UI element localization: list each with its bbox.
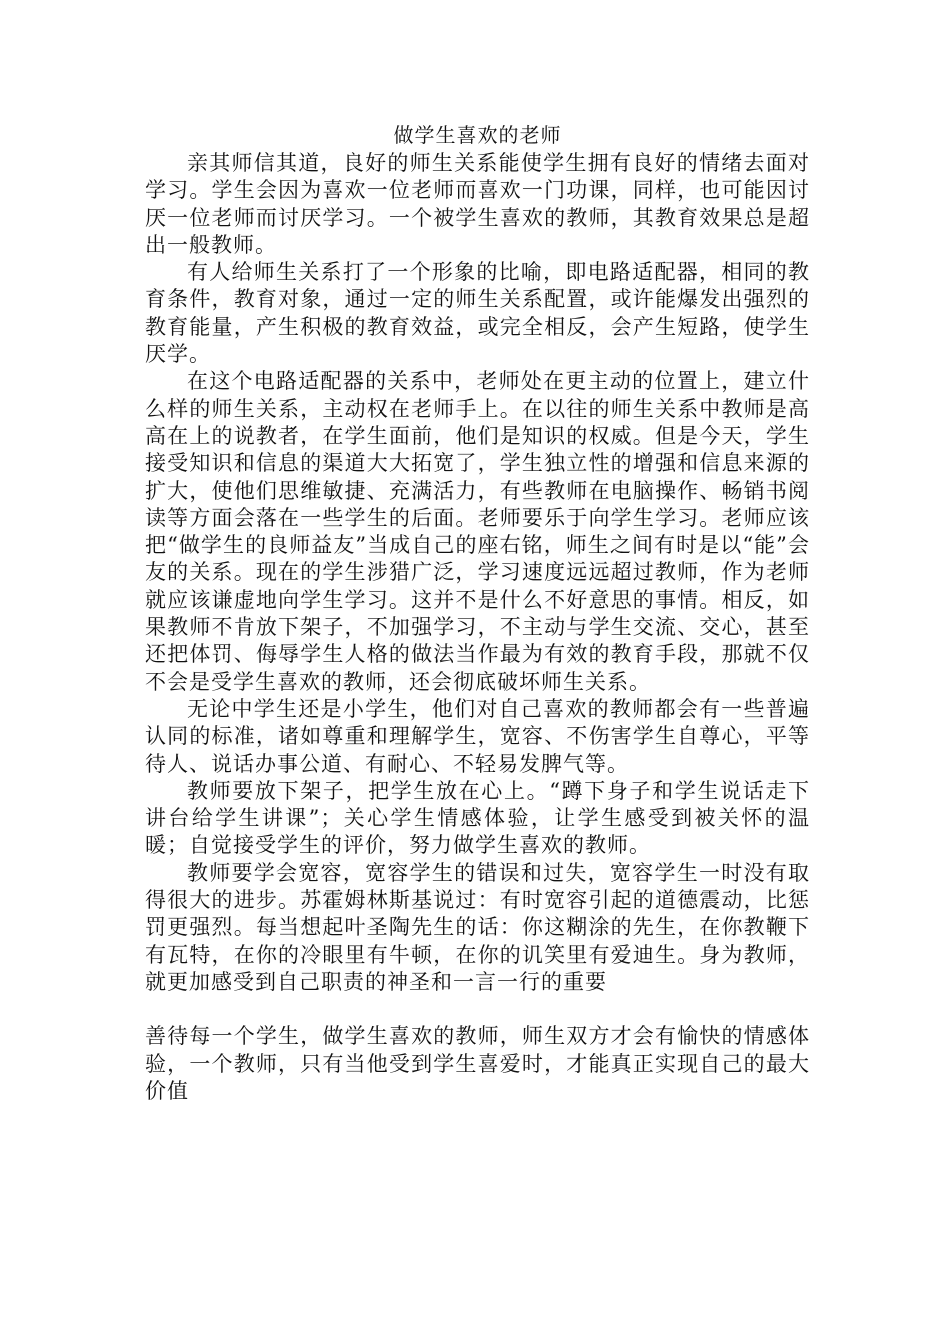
document-page	[145, 120, 810, 1105]
paragraph-6: 教师要学会宽容，宽容学生的错误和过失，宽容学生一时没有取得很大的进步。苏霍姆林斯基说过：有时宽容引起的道德震动，比惩罚更强烈。每当想起叶圣陶先生的话：你这糊涂的先生，在你教鞭下有瓦特，在你的冷眼里有牛顿，在你的讥笑里有爱迪生。身为教师，就更加感受到自己职责的神圣和一言一行的重要	[145, 860, 810, 994]
closing-paragraph: 善待每一个学生，做学生喜欢的教师，师生双方才会有愉快的情感体验，一个教师，只有当他受到学生喜爱时，才能真正实现自己的最大价值	[145, 1024, 810, 1103]
document-title: 做学生喜欢的老师	[393, 123, 562, 147]
paragraph-3: 在这个电路适配器的关系中，老师处在更主动的位置上，建立什么样的师生关系，主动权在老师手上。在以往的师生关系中教师是高高在上的说教者，在学生面前，他们是知识的权威。但是今天，学生接受知识和信息的渠道大大拓宽了，学生独立性的增强和信息来源的扩大，使他们思维敏捷、充满活力，有些教师在电脑操作、畅销书阅读等方面会落在一些学生的后面。老师要乐于向学生学习。老师应该把“做学生的良师益友”当成自己的座右铭，师生之间有时是以“能”会友的关系。现在的学生涉猎广泛，学习速度远远超过教师，作为老师就应该谦虚地向学生学习。这并不是什么不好意思的事情。相反，如果教师不肯放下架子，不加强学习，不主动与学生交流、交心，甚至还把体罚、侮辱学生人格的做法当作最为有效的教育手段，那就不仅不会是受学生喜欢的教师，还会彻底破坏师生关系。	[145, 369, 810, 694]
paragraph-1: 亲其师信其道，良好的师生关系能使学生拥有良好的情绪去面对学习。学生会因为喜欢一位老师而喜欢一门功课，同样，也可能因讨厌一位老师而讨厌学习。一个被学生喜欢的教师，其教育效果总是超出一般教师。	[145, 151, 810, 257]
paragraph-5: 教师要放下架子，把学生放在心上。“蹲下身子和学生说话走下讲台给学生讲课”；关心学生情感体验，让学生感受到被关怀的温暖；自觉接受学生的评价，努力做学生喜欢的教师。	[145, 778, 810, 858]
paragraph-gap	[145, 996, 810, 1023]
paragraph-4: 无论中学生还是小学生，他们对自己喜欢的教师都会有一些普遍认同的标准，诸如尊重和理解学生，宽容、不伤害学生自尊心，平等待人、说话办事公道、有耐心、不轻易发脾气等。	[145, 696, 810, 776]
paragraph-2: 有人给师生关系打了一个形象的比喻，即电路适配器，相同的教育条件，教育对象，通过一定的师生关系配置，或许能爆发出强烈的教育能量，产生积极的教育效益，或完全相反，会产生短路，使学生厌学。	[145, 260, 810, 367]
